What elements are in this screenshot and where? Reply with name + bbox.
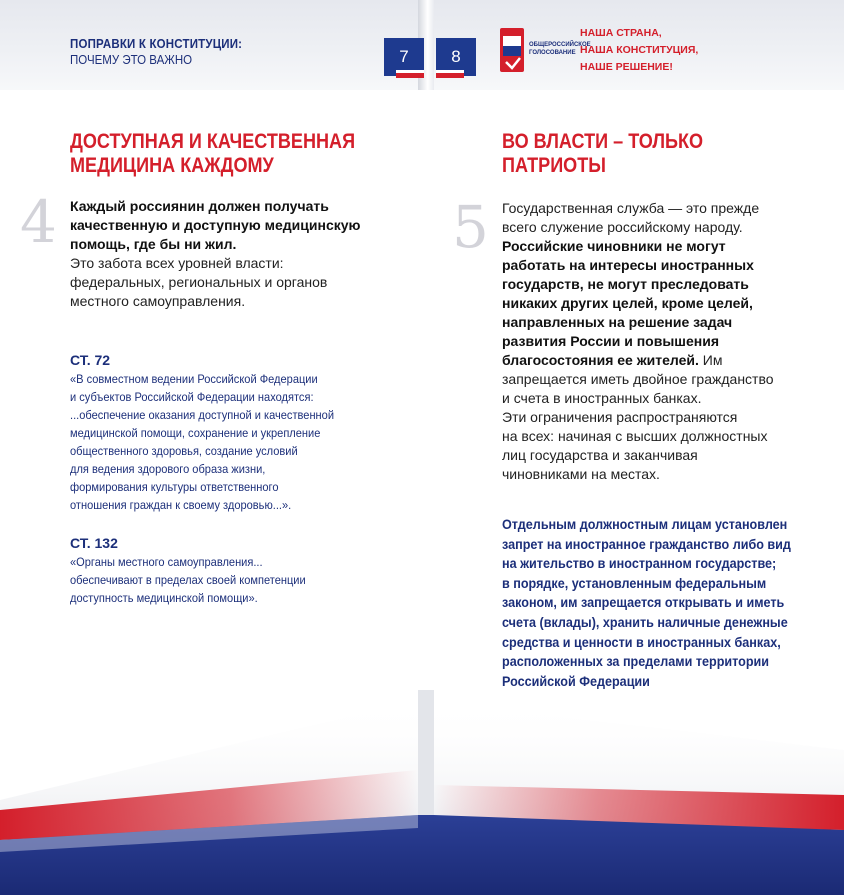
brochure-subtitle: ПОЧЕМУ ЭТО ВАЖНО: [70, 53, 193, 67]
quote-line: медицинской помощи, сохранение и укрепление: [70, 426, 321, 440]
quote-line: отношения граждан к своему здоровью...».: [70, 498, 292, 512]
note-line: счета (вклады), хранить наличные денежные: [502, 613, 788, 630]
lead-bold-line: качественную и доступную медицинскую: [70, 217, 361, 233]
body-line: на всех: начиная с высших должностных: [502, 428, 768, 444]
article-132-heading: СТ. 132: [70, 535, 118, 551]
quote-line: «Органы местного самоуправления...: [70, 555, 263, 569]
vote-logo-icon: [500, 28, 524, 72]
intro-line: Государственная служба — это прежде: [502, 200, 760, 216]
bold-tail: Им: [698, 352, 723, 368]
patriots-main-text: [502, 199, 774, 484]
lead-line: Это забота всех уровней власти:: [70, 255, 284, 271]
section-title-medicine: [70, 130, 355, 178]
note-line: в порядке, установленным федеральным: [502, 574, 767, 591]
article-72-heading: СТ. 72: [70, 352, 111, 368]
note-line: Отдельным должностным лицам установлен: [502, 516, 788, 532]
page-number-left: 7: [384, 38, 424, 76]
title-line: ПАТРИОТЫ: [502, 154, 606, 177]
body-line: лиц государства и заканчивая: [502, 447, 698, 463]
note-line: на жительство в иностранном государстве;: [502, 555, 777, 572]
lead-line: местного самоуправления.: [70, 293, 246, 309]
article-132-quote: [70, 553, 306, 607]
quote-line: для ведения здорового образа жизни,: [70, 462, 266, 476]
medicine-lead-text: [70, 197, 360, 311]
note-line: Российской Федерации: [502, 672, 650, 689]
bold-line: государств, не могут преследовать: [502, 276, 749, 292]
brochure-title: ПОПРАВКИ К КОНСТИТУЦИИ:: [70, 37, 243, 51]
bold-line: работать на интересы иностранных: [502, 257, 754, 273]
section-number-4: 4: [20, 188, 57, 256]
quote-line: «В совместном ведении Российской Федерации: [70, 372, 318, 386]
section-title-patriots: [502, 130, 703, 178]
motto: [580, 25, 698, 76]
bold-line: никаких других целей, кроме целей,: [502, 295, 753, 311]
logo-line-1: ОБЩЕРОССИЙСКОЕ: [529, 42, 591, 48]
bold-line: благосостояния ее жителей.: [502, 352, 699, 368]
title-line: ДОСТУПНАЯ И КАЧЕСТВЕННАЯ: [70, 130, 356, 153]
lead-bold-line: помощь, где бы ни жил.: [70, 236, 237, 252]
body-line: Эти ограничения распространяются: [502, 409, 738, 425]
quote-line: обеспечивают в пределах своей компетенции: [70, 573, 306, 587]
quote-line: ...обеспечение оказания доступной и качественной: [70, 408, 335, 422]
article-72-quote: [70, 370, 334, 514]
body-line: чиновниками на местах.: [502, 466, 660, 482]
note-line: законом, им запрещается открывать и иметь: [502, 594, 785, 611]
intro-line: всего служение российскому народу.: [502, 219, 743, 235]
section-number-5: 5: [452, 193, 489, 261]
bold-line: развития России и повышения: [502, 333, 719, 349]
vote-logo-text: [529, 41, 591, 57]
motto-line-3: НАШЕ РЕШЕНИЕ!: [580, 61, 673, 73]
body-line: запрещается иметь двойное гражданство: [502, 371, 774, 387]
page-number-right: 8: [436, 38, 476, 76]
quote-line: общественного здоровья, создание условий: [70, 444, 298, 458]
bold-line: направленных на решение задач: [502, 314, 733, 330]
motto-line-1: НАША СТРАНА,: [580, 27, 662, 39]
restriction-note: [502, 515, 791, 691]
page-stripe-left: [396, 70, 424, 78]
title-line: МЕДИЦИНА КАЖДОМУ: [70, 154, 274, 177]
logo-line-2: ГОЛОСОВАНИЕ: [529, 50, 576, 56]
bold-line: Российские чиновники не могут: [502, 238, 726, 254]
page-stripe-right: [436, 70, 464, 78]
quote-line: доступность медицинской помощи».: [70, 591, 258, 605]
lead-bold-line: Каждый россиянин должен получать: [70, 198, 329, 214]
note-line: запрет на иностранное гражданство либо вид: [502, 535, 791, 552]
lead-line: федеральных, региональных и органов: [70, 274, 328, 290]
quote-line: и субъектов Российской Федерации находятся:: [70, 390, 314, 404]
motto-line-2: НАША КОНСТИТУЦИЯ,: [580, 44, 699, 56]
note-line: средства и ценности в иностранных банках,: [502, 633, 781, 650]
flag-ribbon-decoration: [0, 690, 844, 895]
note-line: расположенных за пределами территории: [502, 653, 770, 670]
title-line: ВО ВЛАСТИ – ТОЛЬКО: [502, 130, 704, 153]
body-line: и счета в иностранных банках.: [502, 390, 702, 406]
quote-line: формирования культуры ответственного: [70, 480, 279, 494]
